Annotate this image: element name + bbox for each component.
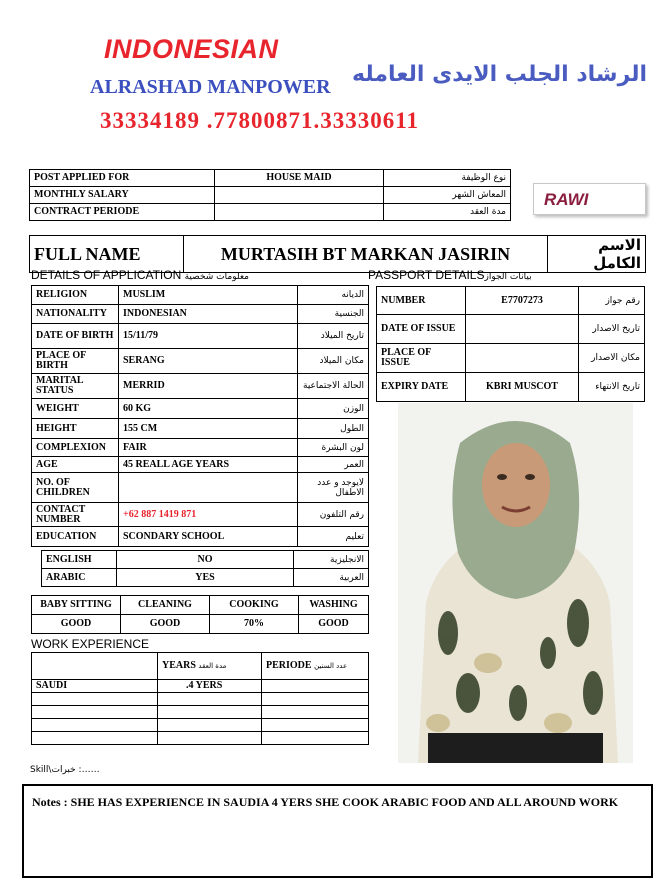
skill-header: WASHING xyxy=(299,596,369,615)
skill-header: BABY SITTING xyxy=(32,596,121,615)
application-row-value: SCONDARY SCHOOL xyxy=(119,527,298,547)
contract-label: CONTRACT PERIODE xyxy=(30,204,215,221)
application-row xyxy=(32,305,369,324)
post-table xyxy=(29,169,511,221)
applicant-photo xyxy=(398,403,633,763)
application-row-label-ar: الطول xyxy=(298,419,369,439)
application-heading-text: DETAILS OF APPLICATION xyxy=(31,268,182,282)
application-row-label: WEIGHT xyxy=(32,399,119,419)
passport-issue-date-label-ar: تاريخ الاصدار xyxy=(579,315,645,344)
application-row-value: MUSLIM xyxy=(119,286,298,305)
work-row-country xyxy=(32,693,158,706)
notes-box xyxy=(22,784,653,878)
skills-table xyxy=(31,595,369,634)
application-row-value: 15/11/79 xyxy=(119,324,298,349)
work-row xyxy=(32,706,369,719)
work-row-years xyxy=(158,732,262,745)
work-row-years: .4 YERS xyxy=(158,680,262,693)
work-row-country: SAUDI xyxy=(32,680,158,693)
work-row xyxy=(32,693,369,706)
post-label: POST APPLIED FOR xyxy=(30,170,215,187)
application-row xyxy=(32,473,369,503)
skill-value: 70% xyxy=(210,615,299,634)
application-row-label: RELIGION xyxy=(32,286,119,305)
application-row-label-ar: الوزن xyxy=(298,399,369,419)
salary-label: MONTHLY SALARY xyxy=(30,187,215,204)
application-row xyxy=(32,399,369,419)
skill-value: GOOD xyxy=(32,615,121,634)
application-row-label-ar: لون البشرة xyxy=(298,439,369,457)
work-row xyxy=(32,732,369,745)
passport-number-value: E7707273 xyxy=(466,287,579,315)
application-row-value: +62 887 1419 871 xyxy=(119,503,298,527)
passport-expiry-value: KBRI MUSCOT xyxy=(466,373,579,402)
application-row xyxy=(32,374,369,399)
lang-english-value: NO xyxy=(117,551,294,569)
application-row xyxy=(32,349,369,374)
application-heading xyxy=(31,268,249,282)
contract-value xyxy=(215,204,384,221)
application-row-label-ar: مكان الميلاد xyxy=(298,349,369,374)
application-row-value: 155 CM xyxy=(119,419,298,439)
full-name-label-ar: الاسم الكامل xyxy=(548,236,646,273)
application-row xyxy=(32,503,369,527)
passport-issue-date-value xyxy=(466,315,579,344)
work-header-country xyxy=(32,653,158,680)
skill-value: GOOD xyxy=(121,615,210,634)
company-name: ALRASHAD MANPOWER xyxy=(90,76,331,98)
work-row-period xyxy=(262,732,369,745)
work-row-period xyxy=(262,680,369,693)
work-heading: WORK EXPERIENCE xyxy=(31,637,150,651)
application-row xyxy=(32,457,369,473)
application-row-value xyxy=(119,473,298,503)
passport-heading xyxy=(368,268,532,282)
application-row-label: MARITAL STATUS xyxy=(32,374,119,399)
salary-value xyxy=(215,187,384,204)
work-row-period xyxy=(262,706,369,719)
passport-number-label-ar: رقم جواز xyxy=(579,287,645,315)
work-row-years xyxy=(158,693,262,706)
work-row-years xyxy=(158,706,262,719)
work-row-period xyxy=(262,719,369,732)
application-row-label-ar: رقم التلفون xyxy=(298,503,369,527)
work-row-country xyxy=(32,706,158,719)
full-name-value: MURTASIH BT MARKAN JASIRIN xyxy=(184,236,548,273)
application-row-label: DATE OF BIRTH xyxy=(32,324,119,349)
company-name-arabic: الرشاد الجلب الايدى العامله xyxy=(352,62,648,87)
contract-label-ar: مدة العقد xyxy=(384,204,511,221)
passport-issue-place-value xyxy=(466,344,579,373)
passport-table xyxy=(376,286,645,402)
skill-header: CLEANING xyxy=(121,596,210,615)
lang-english-label-ar: الانجليزية xyxy=(294,551,369,569)
application-row-label: NATIONALITY xyxy=(32,305,119,324)
work-table xyxy=(31,652,369,745)
passport-issue-date-label: DATE OF ISSUE xyxy=(377,315,466,344)
application-row-value: 60 KG xyxy=(119,399,298,419)
application-heading-ar: معلومات شخصية xyxy=(184,272,249,282)
passport-issue-place-label: PLACE OF ISSUE xyxy=(377,344,466,373)
skill-value: GOOD xyxy=(299,615,369,634)
application-row-label-ar: الحالة الاجتماعية xyxy=(298,374,369,399)
passport-heading-text: PASSPORT DETAILS xyxy=(368,268,485,282)
passport-heading-ar: بيانات الجواز xyxy=(484,272,532,282)
skill-line: Skill\خبرات :…… xyxy=(30,765,100,775)
period-label: PERIODE xyxy=(266,660,312,671)
post-label-ar: نوع الوظيفة xyxy=(384,170,511,187)
lang-arabic-label-ar: العربية xyxy=(294,569,369,587)
skill-header: COOKING xyxy=(210,596,299,615)
passport-expiry-label-ar: تاريخ الانتهاء xyxy=(579,373,645,402)
lang-english-label: ENGLISH xyxy=(42,551,117,569)
work-row-country xyxy=(32,732,158,745)
work-row xyxy=(32,680,369,693)
salary-label-ar: المعاش الشهر xyxy=(384,187,511,204)
post-value: HOUSE MAID xyxy=(215,170,384,187)
application-row-value: FAIR xyxy=(119,439,298,457)
application-row-label-ar: الجنسية xyxy=(298,305,369,324)
application-row-label: EDUCATION xyxy=(32,527,119,547)
languages-table xyxy=(41,550,369,587)
application-row-label: AGE xyxy=(32,457,119,473)
application-row-value: 45 REALL AGE YEARS xyxy=(119,457,298,473)
application-table xyxy=(31,285,369,547)
work-row-period xyxy=(262,693,369,706)
notes-text: SHE HAS EXPERIENCE IN SAUDIA 4 YERS SHE COOK ARABIC FOOD AND ALL AROUND WORK xyxy=(70,795,619,809)
application-row xyxy=(32,527,369,547)
application-row-label-ar: العمر xyxy=(298,457,369,473)
years-label-ar: مدة العقد xyxy=(198,662,227,670)
full-name-label: FULL NAME xyxy=(30,236,184,273)
period-label-ar: عدد السنين xyxy=(314,662,348,670)
application-row-value: SERANG xyxy=(119,349,298,374)
application-row-label: CONTACT NUMBER xyxy=(32,503,119,527)
passport-number-label: NUMBER xyxy=(377,287,466,315)
phone-numbers: 33334189 .77800871.33330611 xyxy=(100,108,419,133)
work-row xyxy=(32,719,369,732)
application-row-label-ar: لايوجد و عدد الاطفال xyxy=(298,473,369,503)
application-row-label-ar: تعليم xyxy=(298,527,369,547)
lang-arabic-value: YES xyxy=(117,569,294,587)
passport-expiry-label: EXPIRY DATE xyxy=(377,373,466,402)
application-row-label: HEIGHT xyxy=(32,419,119,439)
work-header-period xyxy=(262,653,369,680)
work-header-years xyxy=(158,653,262,680)
application-row xyxy=(32,324,369,349)
years-label: YEARS xyxy=(162,660,196,671)
application-row-label-ar: الديانه xyxy=(298,286,369,305)
application-row-value: MERRID xyxy=(119,374,298,399)
application-row xyxy=(32,439,369,457)
application-row-label: NO. OF CHILDREN xyxy=(32,473,119,503)
passport-issue-place-label-ar: مكان الاصدار xyxy=(579,344,645,373)
application-row-value: INDONESIAN xyxy=(119,305,298,324)
application-row xyxy=(32,286,369,305)
application-row xyxy=(32,419,369,439)
work-row-country xyxy=(32,719,158,732)
notes-label: Notes : xyxy=(32,795,68,809)
agency-title: INDONESIAN xyxy=(104,34,279,64)
application-row-label: COMPLEXION xyxy=(32,439,119,457)
work-row-years xyxy=(158,719,262,732)
application-row-label: PLACE OF BIRTH xyxy=(32,349,119,374)
agent-badge: RAWI xyxy=(533,183,646,215)
lang-arabic-label: ARABIC xyxy=(42,569,117,587)
application-row-label-ar: تاريخ الميلاد xyxy=(298,324,369,349)
